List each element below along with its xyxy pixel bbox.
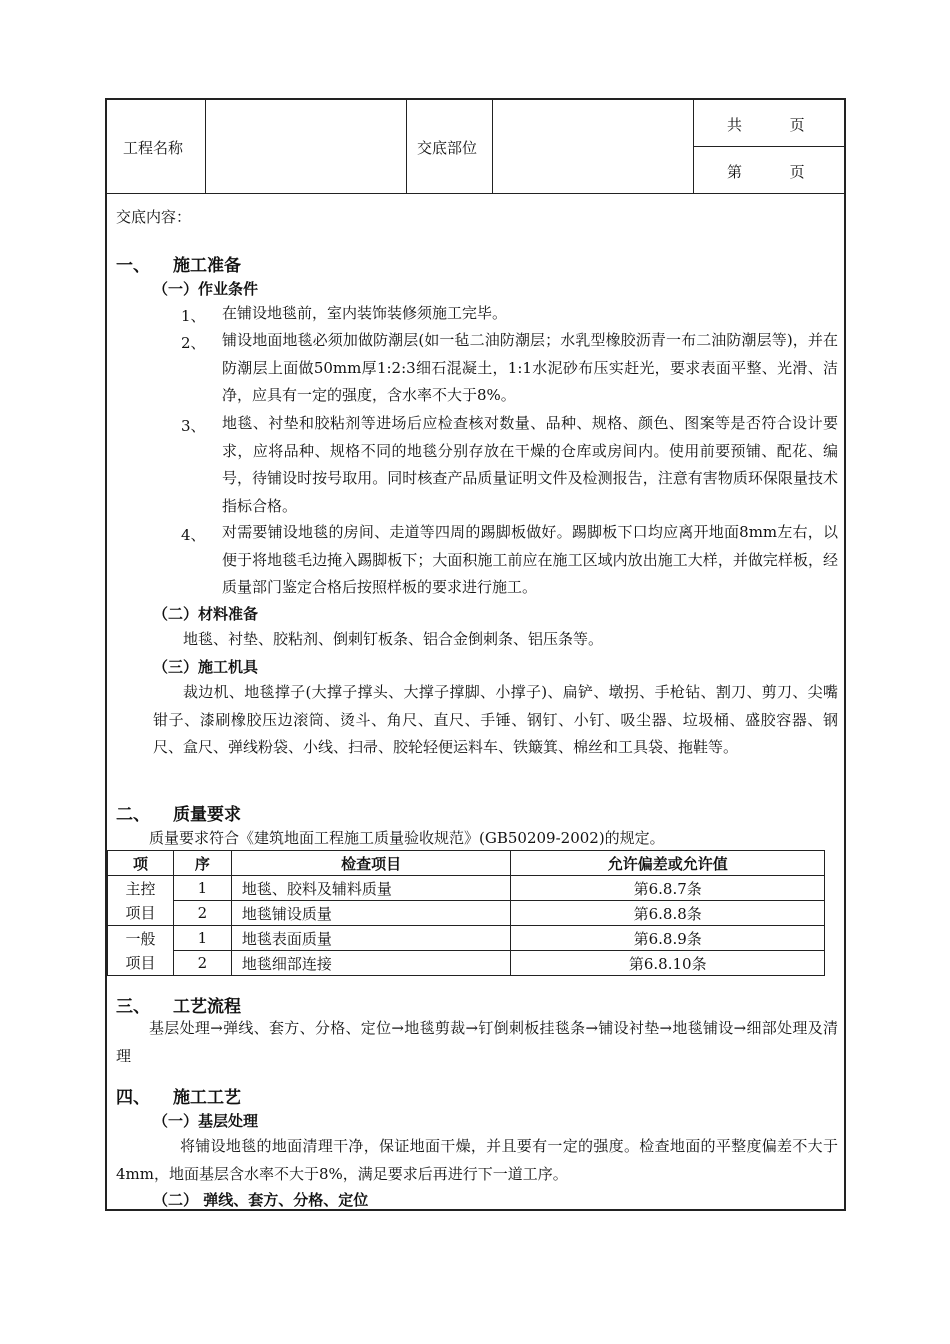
row-item: 地毯表面质量 [231,926,511,951]
total-pages: 共 页 [727,116,805,134]
section-title: 施工工艺 [173,1088,241,1108]
group-label: 一般 [108,926,174,951]
group-label: 主控 [108,876,174,901]
table-row [108,876,825,901]
table-row [108,951,825,976]
subsection-title: （三）施工机具 [153,658,259,676]
table-row [108,926,825,951]
section-number: 一、 [116,256,150,276]
process-flow: 基层处理→弹线、套方、分格、定位→地毯剪裁→钉倒刺板挂毯条→铺设衬垫→地毯铺设→细部处理及清理 [116,1019,838,1065]
row-item: 地毯铺设质量 [231,901,511,926]
row-value: 第6.8.7条 [511,876,825,901]
row-seq: 2 [173,901,231,926]
divider [205,100,206,193]
section-title: 质量要求 [173,805,241,825]
column-header: 允许偏差或允许值 [511,851,825,876]
group-label: 项目 [108,901,174,926]
materials-text: 地毯、衬垫、胶粘剂、倒刺钉板条、铝合金倒刺条、铝压条等。 [183,630,604,648]
column-header: 检查项目 [231,851,511,876]
section-number: 四、 [116,1088,150,1108]
list-item-number: 3、 [181,417,206,435]
table-row [108,901,825,926]
row-seq: 2 [173,951,231,976]
section-number: 三、 [116,997,150,1017]
row-seq: 1 [173,876,231,901]
group-label: 项目 [108,951,174,976]
subsection-title: （二） 弹线、套方、分格、定位 [153,1191,369,1209]
project-name-label: 工程名称 [123,139,184,157]
row-item: 地毯细部连接 [231,951,511,976]
divider [693,146,844,147]
row-value: 第6.8.8条 [511,901,825,926]
base-treatment-text: 将铺设地毯的地面清理干净，保证地面干燥，并且要有一定的强度。检查地面的平整度偏差不大于4mm，地面基层含水率不大于8%，满足要求后再进行下一道工序。 [116,1137,838,1183]
list-item-text: 对需要铺设地毯的房间、走道等四周的踢脚板做好。踢脚板下口均应离开地面8mm左右，以便于将地毯毛边掩入踢脚板下；大面积施工前应在施工区域内放出施工大样，并做完样板，经质量部门鉴定合格后按照样板的要求进行施工。 [222,523,838,596]
form-header [107,100,844,194]
row-value: 第6.8.9条 [511,926,825,951]
location-label: 交底部位 [417,139,478,157]
quality-table [107,850,825,976]
list-item-text: 在铺设地毯前，室内装饰装修须施工完毕。 [222,304,508,322]
section-title: 施工准备 [173,256,241,276]
page-number: 第 页 [727,163,805,181]
subsection-title: （一）基层处理 [153,1112,259,1130]
disclosure-form [105,98,846,1211]
list-item-number: 1、 [181,307,206,325]
list-item-text: 地毯、衬垫和胶粘剂等进场后应检查核对数量、品种、规格、颜色、图案等是否符合设计要求，应将品种、规格不同的地毯分别存放在干燥的仓库或房间内。使用前要预铺、配花、编号，待铺设时按号取用。同时核查产品质量证明文件及检测报告，注意有害物质环保限量技术指标合格。 [222,414,838,515]
row-value: 第6.8.10条 [511,951,825,976]
list-item-text: 铺设地面地毯必须加做防潮层(如一毡二油防潮层；水乳型橡胶沥青一布二油防潮层等)，并在防潮层上面做50mm厚1:2:3细石混凝土，1:1水泥砂布压实赶光，要求表面平整、光滑、洁净，应具有一定的强度，含水率不大于8%。 [222,331,838,404]
subsection-title: （二）材料准备 [153,605,259,623]
section-title: 工艺流程 [173,997,241,1017]
row-seq: 1 [173,926,231,951]
table-header-row [108,851,825,876]
section-number: 二、 [116,805,150,825]
tools-text: 裁边机、地毯撑子(大撑子撑头、大撑子撑脚、小撑子)、扁铲、墩拐、手枪钻、割刀、剪刀、尖嘴钳子、漆刷橡胶压边滚筒、烫斗、角尺、直尺、手锤、钢钉、小钉、吸尘器、垃圾桶、盛胶容器、钢尺、盒尺、弹线粉袋、小线、扫帚、胶轮轻便运料车、铁簸箕、棉丝和工具袋、拖鞋等。 [153,683,838,756]
divider [492,100,493,193]
column-header: 序 [173,851,231,876]
subsection-title: （一）作业条件 [153,280,259,298]
divider [406,100,407,193]
content-label: 交底内容： [116,208,192,226]
list-item-number: 4、 [181,526,206,544]
quality-intro: 质量要求符合《建筑地面工程施工质量验收规范》(GB50209-2002)的规定。 [149,829,665,847]
list-item-number: 2、 [181,334,206,352]
row-item: 地毯、胶料及辅料质量 [231,876,511,901]
column-header: 项 [108,851,174,876]
